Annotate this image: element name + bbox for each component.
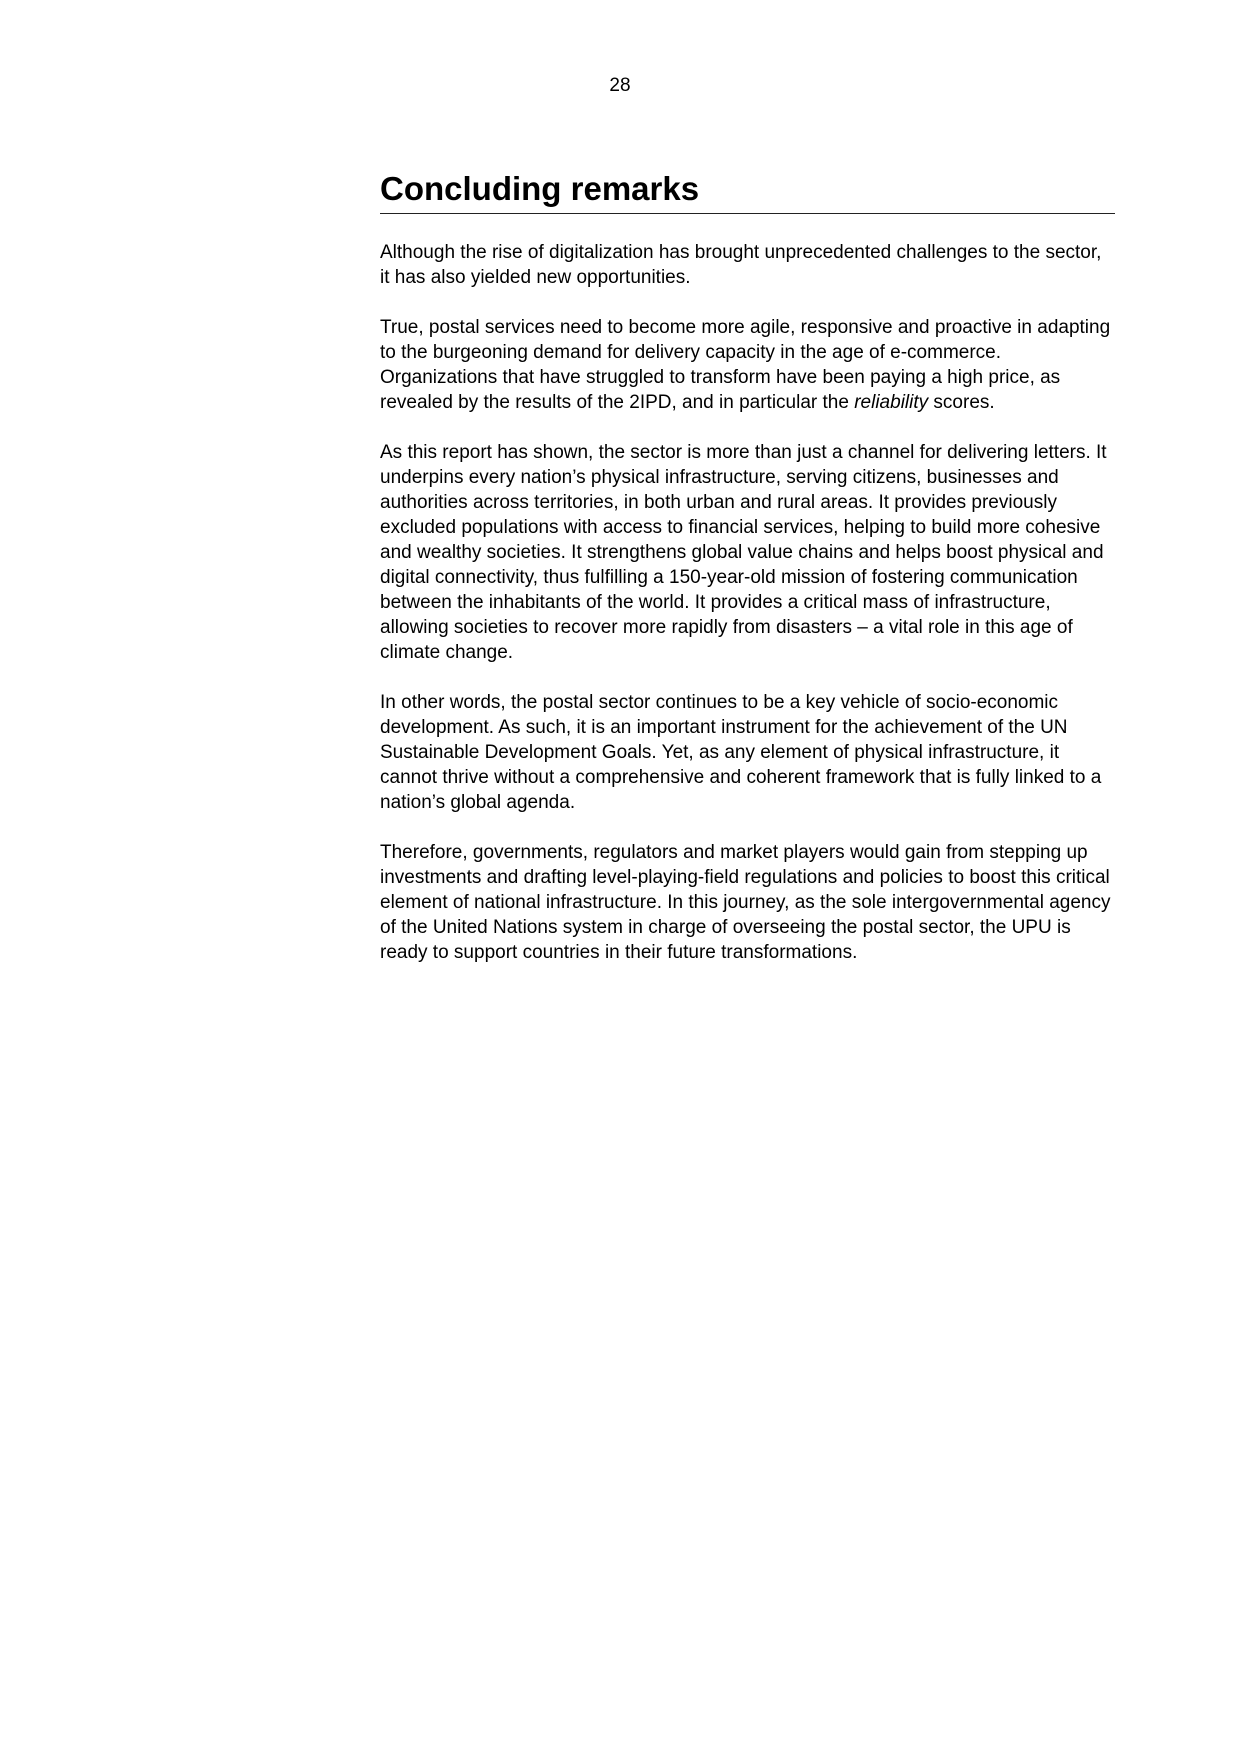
page-number: 28 [609, 75, 631, 96]
paragraph-1: Although the rise of digitalization has brought unprecedented challenges to the sector, it has also yielded new opportunities. [380, 242, 1102, 288]
paragraph-2-text-start: True, postal services need to become more agile, responsive and proactive in adapting to the burgeoning demand for delivery capacity in the age of e-commerce. Organizations that have struggled to transform have been paying a high price, as revealed by the results of the 2IPD, and in particular the [380, 317, 1111, 413]
paragraph-2 [380, 315, 1115, 415]
paragraph-3: As this report has shown, the sector is more than just a channel for delivering letters. It underpins every nation’s physical infrastructure, serving citizens, businesses and authorities across territories, in both urban and rural areas. It provides previously excluded populations with access to financial services, helping to build more cohesive and wealthy societies. It strengthens global value chains and helps boost physical and digital connectivity, thus fulfilling a 150-year-old mission of fostering communication between the inhabitants of the world. It provides a critical mass of infrastructure, allowing societies to recover more rapidly from disasters – a vital role in this age of climate change. [380, 442, 1107, 663]
main-content [380, 168, 1115, 965]
paragraph-5: Therefore, governments, regulators and market players would gain from stepping up investments and drafting level-playing-field regulations and policies to boost this critical element of national infrastructure. In this journey, as the sole intergovernmental agency of the United Nations system in charge of overseeing the postal sector, the UPU is ready to support countries in their future transformations. [380, 842, 1111, 963]
paragraph-2-emphasis: reliability [854, 392, 929, 413]
section-heading: Concluding remarks [380, 168, 1115, 214]
paragraph-2-text-end: scores. [928, 392, 995, 413]
paragraph-4: In other words, the postal sector continues to be a key vehicle of socio-economic development. As such, it is an important instrument for the achievement of the UN Sustainable Development Goals. Yet, as any element of physical infrastructure, it cannot thrive without a comprehensive and coherent framework that is fully linked to a nation’s global agenda. [380, 692, 1102, 813]
